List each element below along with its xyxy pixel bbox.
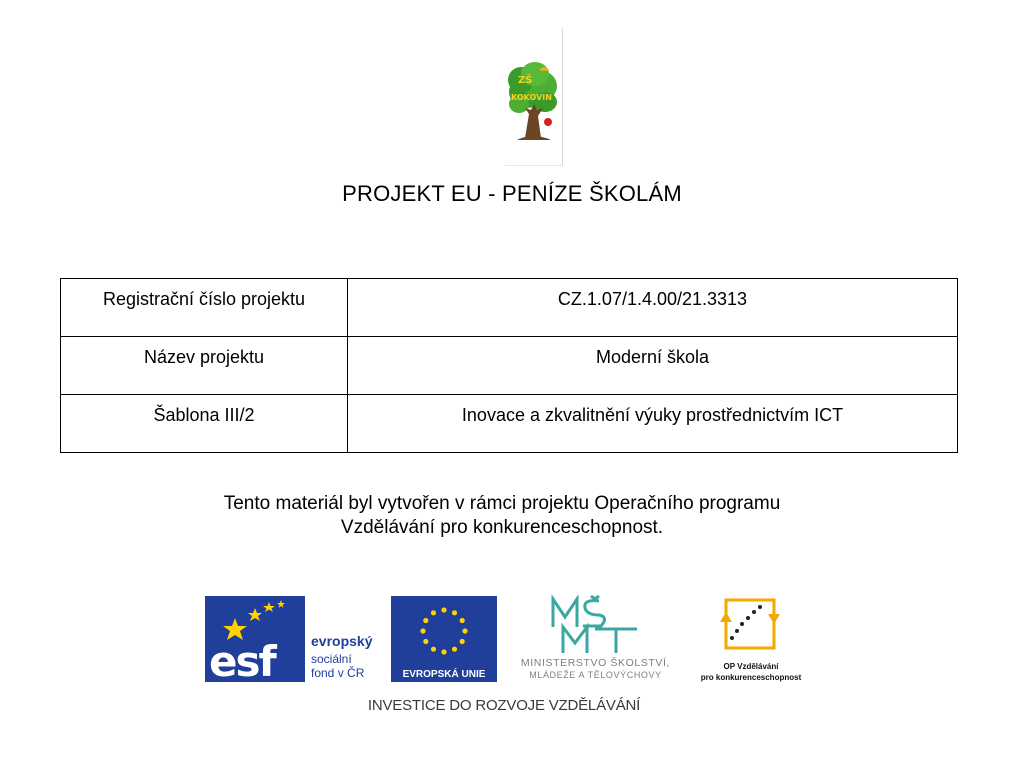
op-line-2: pro konkurenceschopnost	[700, 673, 802, 682]
project-name-value: Moderní škola	[348, 337, 958, 395]
registration-number-value: CZ.1.07/1.4.00/21.3313	[348, 279, 958, 337]
page-title: PROJEKT EU - PENÍZE ŠKOLÁM	[342, 181, 682, 206]
esf-mark-text: esf	[209, 637, 275, 682]
intro-text	[0, 492, 1004, 540]
eu-logo	[391, 596, 497, 682]
msmt-logo	[503, 595, 688, 685]
msmt-mark-icon	[503, 595, 688, 655]
esf-line-3: fond v ČR	[311, 666, 365, 680]
intro-line-1: Tento materiál byl vytvořen v rámci projektu Operačního programu	[223, 493, 781, 514]
registration-number-label: Registrační číslo projektu	[61, 279, 348, 337]
project-name-label: Název projektu	[61, 337, 348, 395]
msmt-line-1: MINISTERSTVO ŠKOLSTVÍ,	[520, 657, 671, 669]
template-label: Šablona III/2	[61, 395, 348, 453]
msmt-line-2: MLÁDEŽE A TĚLOVÝCHOVY	[529, 670, 662, 680]
eu-flag	[391, 596, 497, 668]
template-value: Inovace a zkvalitnění výuky prostřednictvím ICT	[348, 395, 958, 453]
esf-line-1: evropský	[311, 633, 373, 649]
intro-line-2: Vzdělávání pro konkurenceschopnost.	[340, 517, 664, 538]
eu-caption: EVROPSKÁ UNIE	[391, 668, 497, 682]
project-info-table	[60, 278, 958, 453]
esf-logo	[205, 596, 385, 682]
school-logo-text-1: ZŠ	[518, 75, 533, 86]
op-line-1: OP Vzdělávání	[723, 662, 779, 671]
investice-footer: INVESTICE DO ROZVOJE VZDĚLÁVÁNÍ	[367, 697, 641, 714]
op-mark-icon	[690, 592, 812, 660]
table-row	[61, 395, 958, 453]
table-row	[61, 337, 958, 395]
eu-stars-icon	[391, 596, 497, 668]
tree-logo-icon	[505, 28, 563, 166]
esf-line-2: sociální	[311, 652, 352, 666]
school-logo	[505, 28, 563, 166]
school-logo-text-2: KOKOVIN	[511, 93, 552, 102]
table-row	[61, 279, 958, 337]
op-logo	[690, 592, 812, 684]
